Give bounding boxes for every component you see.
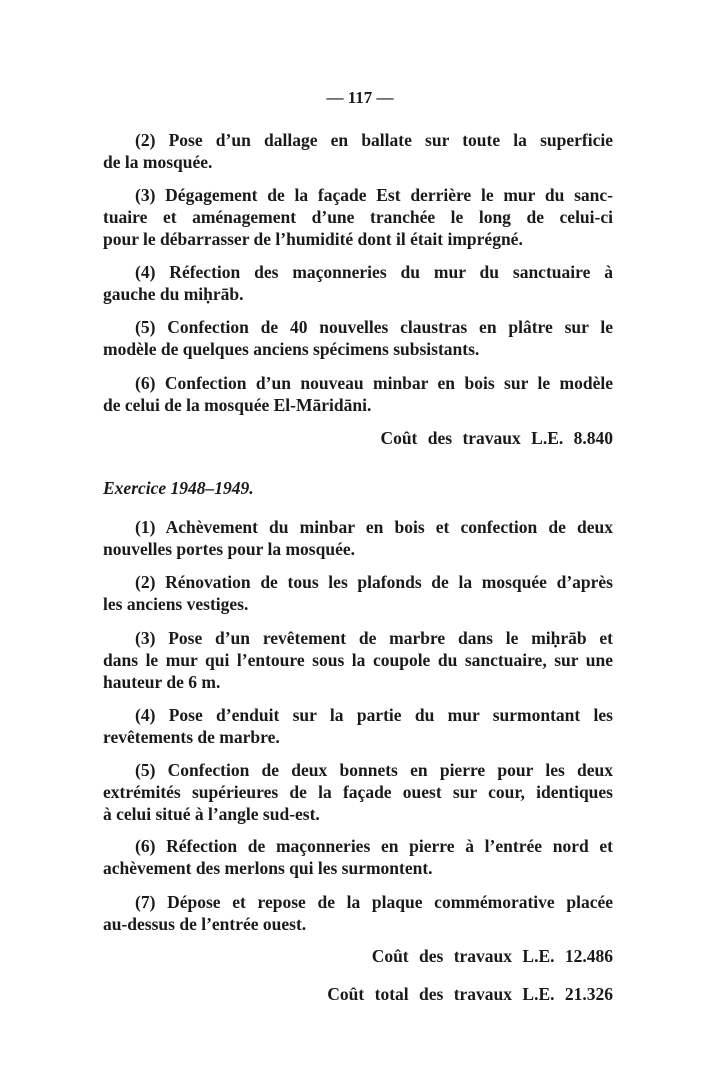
paragraph xyxy=(103,261,613,305)
text-line: les anciens vestiges. xyxy=(103,594,249,614)
text-line: (4) Pose d’enduit sur la partie du mur surmontant les xyxy=(135,705,613,725)
paragraph xyxy=(103,704,613,748)
paragraph xyxy=(103,184,613,250)
text-line: (7) Dépose et repose de la plaque commémorative placée xyxy=(135,892,613,912)
text-line: (2) Pose d’un dallage en ballate sur toute la superficie xyxy=(135,130,613,150)
text-line: gauche du miḥrāb. xyxy=(103,284,244,304)
text-line: de la mosquée. xyxy=(103,152,213,172)
cost-1948: Coût des travaux L.E. 8.840 xyxy=(380,428,613,448)
page-number: — 117 — xyxy=(326,88,394,107)
paragraph xyxy=(103,891,613,935)
text-line: (5) Confection de 40 nouvelles claustras en plâtre sur le xyxy=(135,317,613,337)
text-line: hauteur de 6 m. xyxy=(103,672,221,692)
text-line: (4) Réfection des maçonneries du mur du sanctuaire à xyxy=(135,262,613,282)
text-line: dans le mur qui l’entoure sous la coupole du sanctuaire, sur une xyxy=(103,650,613,670)
text-line: (3) Dégagement de la façade Est derrière le mur du sanc- xyxy=(135,185,613,205)
paragraph xyxy=(103,516,613,560)
text-line: (6) Réfection de maçonneries en pierre à l’entrée nord et xyxy=(135,836,613,856)
paragraph xyxy=(103,372,613,416)
total-cost: Coût total des travaux L.E. 21.326 xyxy=(327,984,613,1004)
text-line: (3) Pose d’un revêtement de marbre dans le miḥrāb et xyxy=(135,628,613,648)
text-line: pour le débarrasser de l’humidité dont il était imprégné. xyxy=(103,229,523,249)
text-line: extrémités supérieures de la façade ouest sur cour, identiques xyxy=(103,782,613,802)
text-line: revêtements de marbre. xyxy=(103,727,280,747)
cost-1949: Coût des travaux L.E. 12.486 xyxy=(371,946,613,966)
paragraph xyxy=(103,316,613,360)
text-line: (6) Confection d’un nouveau minbar en bois sur le modèle xyxy=(135,373,613,393)
text-line: tuaire et aménagement d’une tranchée le long de celui-ci xyxy=(103,207,613,227)
paragraph xyxy=(103,835,613,879)
text-line: nouvelles portes pour la mosquée. xyxy=(103,539,355,559)
text-line: (2) Rénovation de tous les plafonds de la mosquée d’après xyxy=(135,572,613,592)
paragraph xyxy=(103,759,613,825)
text-line: au-dessus de l’entrée ouest. xyxy=(103,914,307,934)
text-line: (5) Confection de deux bonnets en pierre pour les deux xyxy=(135,760,613,780)
text-line: à celui situé à l’angle sud-est. xyxy=(103,804,320,824)
paragraph xyxy=(103,571,613,615)
text-line: de celui de la mosquée El-Māridāni. xyxy=(103,395,372,415)
text-line: (1) Achèvement du minbar en bois et confection de deux xyxy=(135,517,613,537)
section-heading: Exercice 1948–1949. xyxy=(103,478,254,498)
text-line: achèvement des merlons qui les surmontent. xyxy=(103,858,433,878)
text-line: modèle de quelques anciens spécimens subsistants. xyxy=(103,339,480,359)
paragraph xyxy=(103,129,613,173)
paragraph xyxy=(103,627,613,693)
